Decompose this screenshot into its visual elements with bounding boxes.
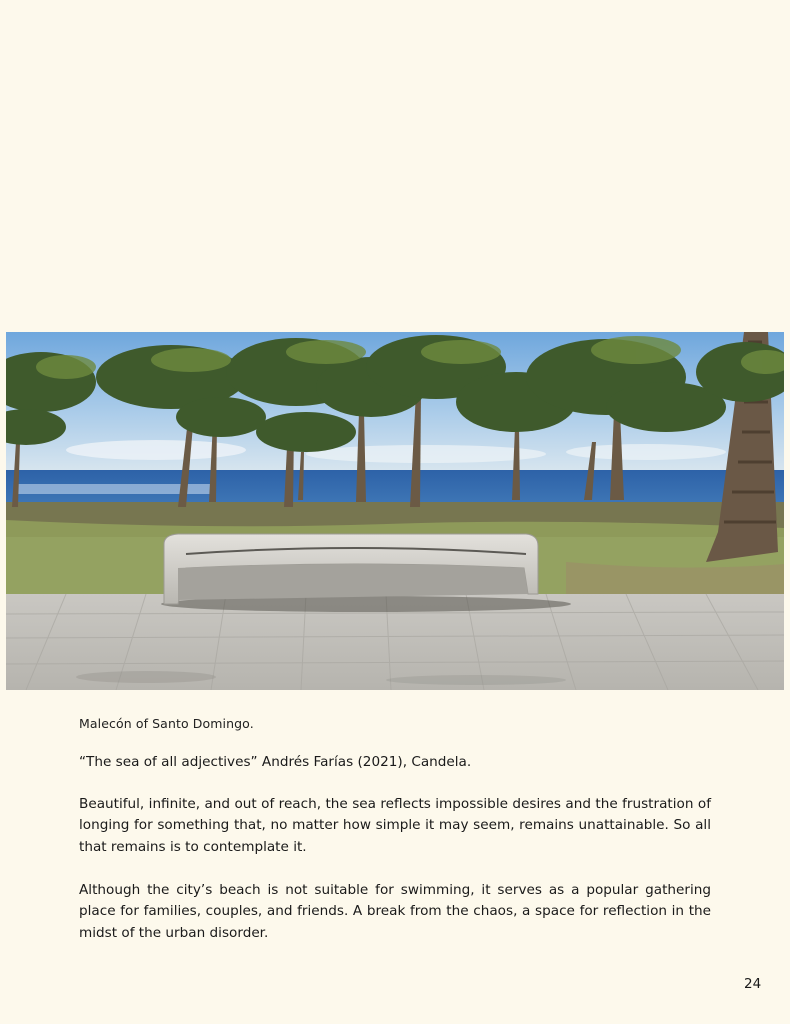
quote-line: “The sea of all adjectives” Andrés Farías (2021), Candela.	[79, 754, 472, 770]
body-paragraph-1: Beautiful, infinite, and out of reach, the sea reflects impossible desires and the frustration of longing for something that, no matter how simple it may seem, remains unattainable. So all that remains is to contemplate it.	[79, 796, 711, 855]
body-paragraph-2: Although the city’s beach is not suitable for swimming, it serves as a popular gathering place for families, couples, and friends. A break from the chaos, a space for reflection in the midst of the urban disorder.	[79, 882, 711, 941]
figure-caption: Malecón of Santo Domingo.	[79, 716, 254, 731]
photo-malecon-santo-domingo	[6, 332, 784, 690]
photo-illustration	[6, 332, 784, 690]
page-number: 24	[744, 976, 762, 992]
